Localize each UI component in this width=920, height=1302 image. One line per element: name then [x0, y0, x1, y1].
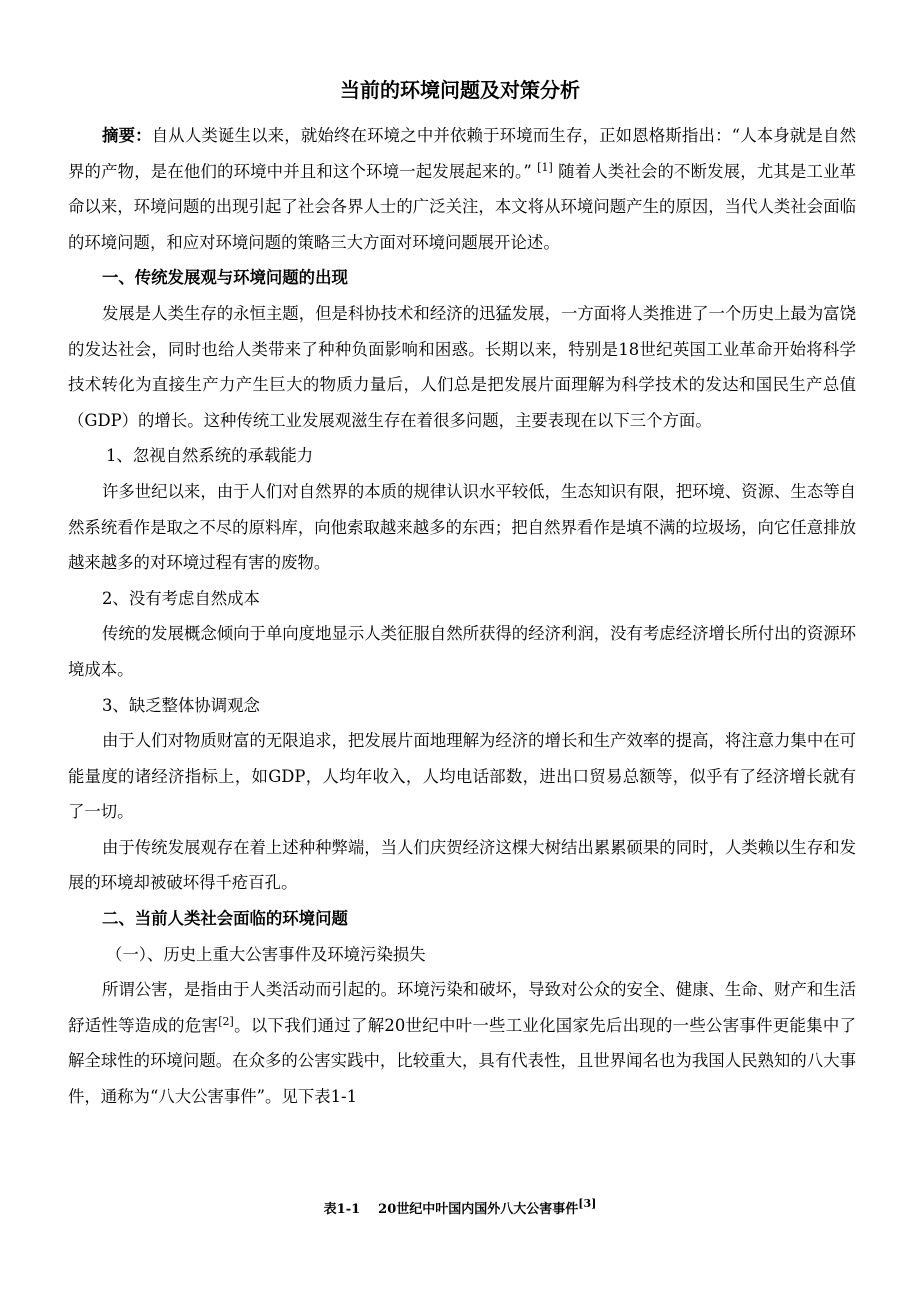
- citation-2: [2]: [218, 1014, 234, 1028]
- abstract-text-2: 随着人类社会的不断发展，尤其是工业革命以来，环境问题的出现引起了社会各界人士的广泛关注，本文将从环境问题产生的原因，当代人类社会面临的环境问题，和应对环境问题的策略三大方面对环境问题展开论述。: [68, 161, 857, 252]
- table-caption: [0, 1197, 920, 1220]
- section-2-subheading: （一）、历史上重大公害事件及环境污染损失: [106, 944, 426, 964]
- citation-1: [1]: [537, 160, 553, 174]
- citation-3: [3]: [578, 1197, 597, 1210]
- subsection-2-heading: 2、没有考虑自然成本: [102, 588, 260, 608]
- section-1-conclusion: 由于传统发展观存在着上述种种弊端，当人们庆贺经济这棵大树结出累累硕果的同时，人类赖以生存和发展的环境却被破坏得千疮百孔。: [68, 837, 856, 893]
- abstract-paragraph: [68, 118, 856, 260]
- subsection-2-text: 传统的发展概念倾向于单向度地显示人类征服自然所获得的经济利润，没有考虑经济增长所付出的资源环境成本。: [68, 624, 856, 679]
- section-2-text-2: 。以下我们通过了解20世纪中叶一些工业化国家先后出现的一些公害事件更能集中了解全球性的环境问题。在众多的公害实践中，比较重大，具有代表性，且世界闻名也为我国人民熟知的八大事件，通称为“八大公害事件”。见下表1-1: [68, 1015, 856, 1107]
- section-2-text-1: 所谓公害，是指由于人类活动而引起的。环境污染和破坏，导致对公众的安全、健康、生命、财产和生活舒适性等造成的危害: [68, 980, 856, 1035]
- section-1-intro: 发展是人类生存的永恒主题，但是科协技术和经济的迅猛发展，一方面将人类推进了一个历史上最为富饶的发达社会，同时也给人类带来了种种负面影响和困惑。长期以来，特别是18世纪英国工业革命开始将科学技术转化为直接生产力产生巨大的物质力量后，人们总是把发展片面理解为科学技术的发达和国民生产总值（GDP）的增长。这种传统工业发展观滋生存在着很多问题，主要表现在以下三个方面。: [68, 303, 856, 430]
- document-title: 当前的环境问题及对策分析: [340, 78, 580, 102]
- abstract-text-1: 自从人类诞生以来，就始终在环境之中并依赖于环境而生存，正如恩格斯指出：“人本身就是自然界的产物，是在他们的环境中并且和这个环境一起发展起来的。”: [68, 126, 856, 181]
- subsection-1-heading: 1、忽视自然系统的承载能力: [106, 446, 314, 466]
- section-2-heading: 二、当前人类社会面临的环境问题: [102, 909, 348, 929]
- subsection-1-text: 许多世纪以来，由于人们对自然界的本质的规律认识水平较低，生态知识有限，把环境、资源、生态等自然系统看作是取之不尽的原料库，向他索取越来越多的东西；把自然界看作是填不满的垃圾场，向它任意排放越来越多的对环境过程有害的废物。: [68, 481, 856, 573]
- table-number: 表1-1: [323, 1202, 361, 1217]
- subsection-3-text: 由于人们对物质财富的无限追求，把发展片面地理解为经济的增长和生产效率的提高，将注意力集中在可能量度的诸经济指标上，如GDP，人均年收入，人均电话部数，进出口贸易总额等，似乎有了经济增长就有了一切。: [68, 731, 856, 822]
- section-1-heading: 一、传统发展观与环境问题的出现: [102, 268, 348, 288]
- subsection-3-heading: 3、缺乏整体协调观念: [102, 695, 260, 715]
- table-caption-text: 20世纪中叶国内国外八大公害事件: [378, 1202, 579, 1217]
- document-body: [68, 118, 856, 1115]
- section-2-paragraph: [68, 972, 856, 1114]
- abstract-label: 摘要：: [102, 126, 152, 145]
